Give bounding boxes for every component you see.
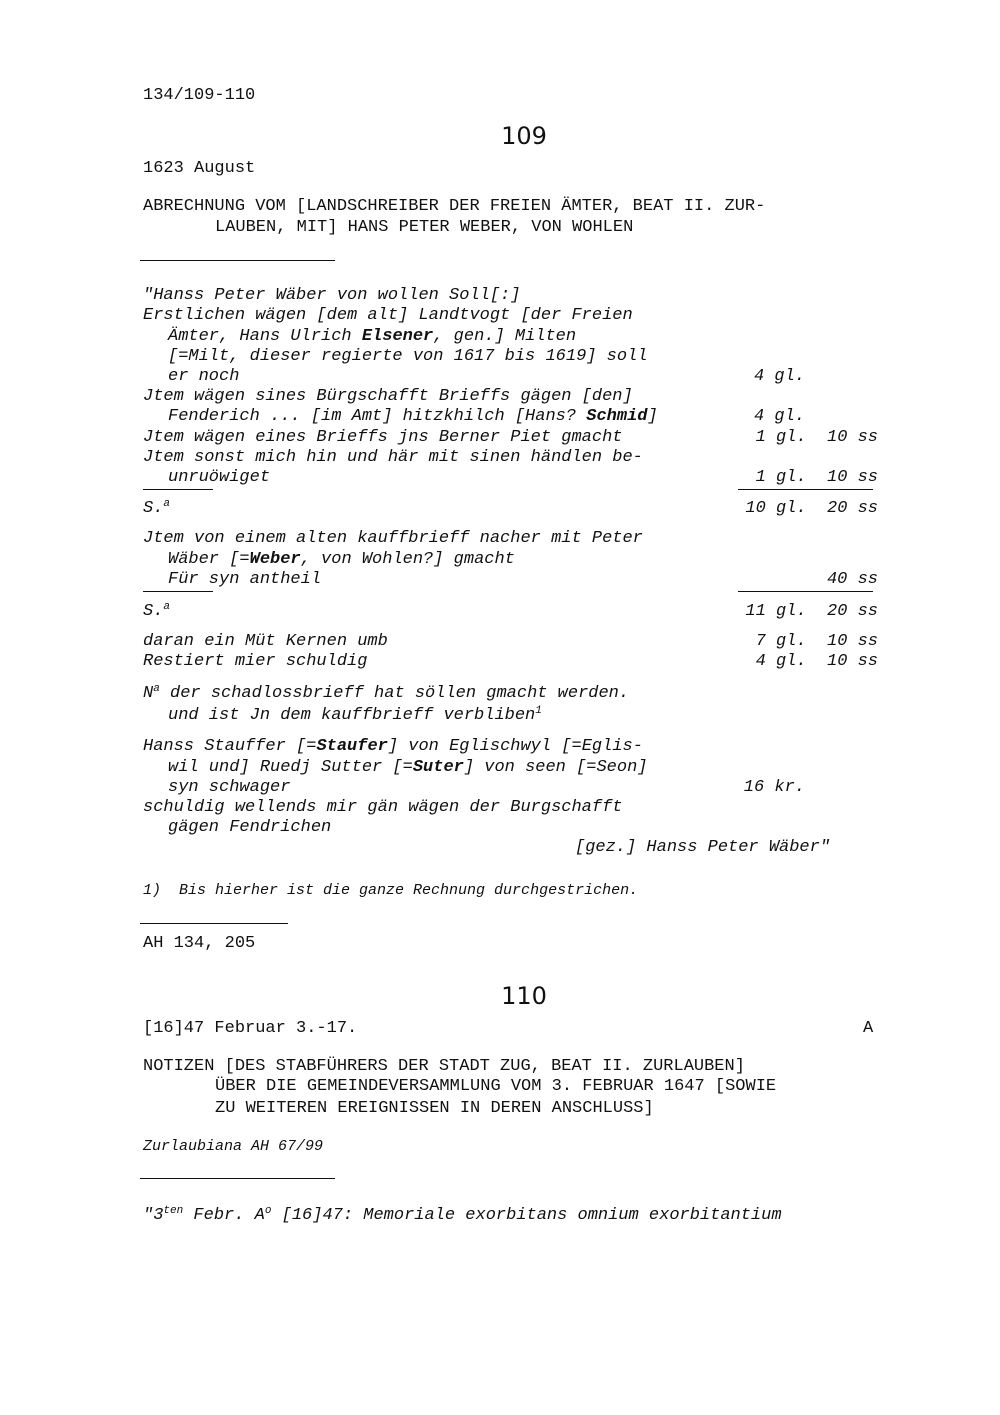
text-line: er noch (168, 367, 240, 386)
sum-rule (738, 489, 873, 490)
sum-label: S.$^a$ (143, 601, 171, 621)
document-date: 1623 August (143, 159, 256, 178)
document-number: 109 (501, 122, 547, 150)
document-title-continued: ÜBER DIE GEMEINDEVERSAMMLUNG VOM 3. FEBRUAR 1647 [SOWIE (215, 1077, 777, 1096)
source-reference: Zurlaubiana AH 67/99 (143, 1138, 324, 1155)
divider (140, 260, 335, 261)
text-line: Jtem wägen eines Brieffs jns Berner Piet gmacht (143, 428, 623, 447)
text-line: wil und] Ruedj Sutter [=Suter] von seen [=Seon] (168, 758, 648, 777)
text-line: "$3^{ten}$ Febr. $A^o$ [16]47: Memoriale exorbitans omnium exorbitantium (143, 1205, 782, 1225)
amount: 4 gl. (753, 407, 805, 426)
document-title-continued: ZU WEITEREN EREIGNISSEN IN DEREN ANSCHLUSS] (215, 1099, 654, 1118)
amount: 40 ss (826, 570, 878, 589)
divider (140, 923, 288, 924)
page-reference: 134/109-110 (143, 86, 256, 105)
document-title-continued: LAUBEN, MIT] HANS PETER WEBER, VON WOHLEN (215, 218, 634, 237)
text-line: unruöwiget (168, 468, 271, 487)
amount: 1 gl. 10 ss (755, 428, 878, 447)
text-line: Fenderich ... [im Amt] hitzkhilch [Hans? Schmid] (168, 407, 658, 426)
sum-amount: 11 gl. 20 ss (745, 602, 878, 621)
sum-rule (143, 591, 213, 592)
text-line: und ist Jn dem kauffbrieff verbliben$^1$ (168, 705, 542, 725)
divider (140, 1178, 335, 1179)
amount: 4 gl. 10 ss (755, 652, 878, 671)
text-line: Restiert mier schuldig (143, 652, 368, 671)
document-date: [16]47 Februar 3.-17. (143, 1019, 358, 1038)
text-line: [=Milt, dieser regierte von 1617 bis 1619] soll (168, 347, 648, 366)
footnote: 1) Bis hierher ist die ganze Rechnung durchgestrichen. (143, 882, 639, 899)
sum-amount: 10 gl. 20 ss (745, 499, 878, 518)
text-line: Jtem sonst mich hin und här mit sinen händlen be- (143, 448, 643, 467)
source-reference: AH 134, 205 (143, 934, 256, 953)
sum-label: S.$^a$ (143, 498, 171, 518)
document-number: 110 (501, 982, 547, 1010)
text-line: Hanss Stauffer [=Staufer] von Eglischwyl [=Eglis- (143, 737, 643, 756)
document-letter: A (863, 1019, 874, 1038)
text-line: $N^a$ der schadlossbrieff hat söllen gmacht werden. (143, 683, 630, 703)
amount: 7 gl. 10 ss (755, 632, 878, 651)
footnote-marker: 1 (535, 705, 542, 717)
text-line: Jtem wägen sines Bürgschafft Brieffs gägen [den] (143, 387, 633, 406)
sum-rule (143, 489, 213, 490)
text-line: Wäber [=Weber, von Wohlen?] gmacht (168, 550, 515, 569)
text-line: Für syn antheil (168, 570, 322, 589)
amount: 16 kr. (743, 778, 805, 797)
amount: 4 gl. (753, 367, 805, 386)
document-title: NOTIZEN [DES STABFÜHRERS DER STADT ZUG, BEAT II. ZURLAUBEN] (143, 1057, 745, 1076)
text-line: schuldig wellends mir gän wägen der Burgschafft (143, 798, 623, 817)
text-line: "Hanss Peter Wäber von wollen Soll[:] (143, 286, 521, 305)
text-line: syn schwager (168, 778, 291, 797)
text-line: daran ein Müt Kernen umb (143, 632, 388, 651)
document-title: ABRECHNUNG VOM [LANDSCHREIBER DER FREIEN ÄMTER, BEAT II. ZUR- (143, 197, 766, 216)
signature: [gez.] Hanss Peter Wäber" (575, 838, 831, 857)
sum-rule (738, 591, 873, 592)
text-line: Ämter, Hans Ulrich Elsener, gen.] Milten (168, 327, 577, 346)
text-line: Erstlichen wägen [dem alt] Landtvogt [der Freien (143, 306, 633, 325)
text-line: gägen Fendrichen (168, 818, 332, 837)
amount: 1 gl. 10 ss (755, 468, 878, 487)
text-line: Jtem von einem alten kauffbrieff nacher mit Peter (143, 529, 643, 548)
